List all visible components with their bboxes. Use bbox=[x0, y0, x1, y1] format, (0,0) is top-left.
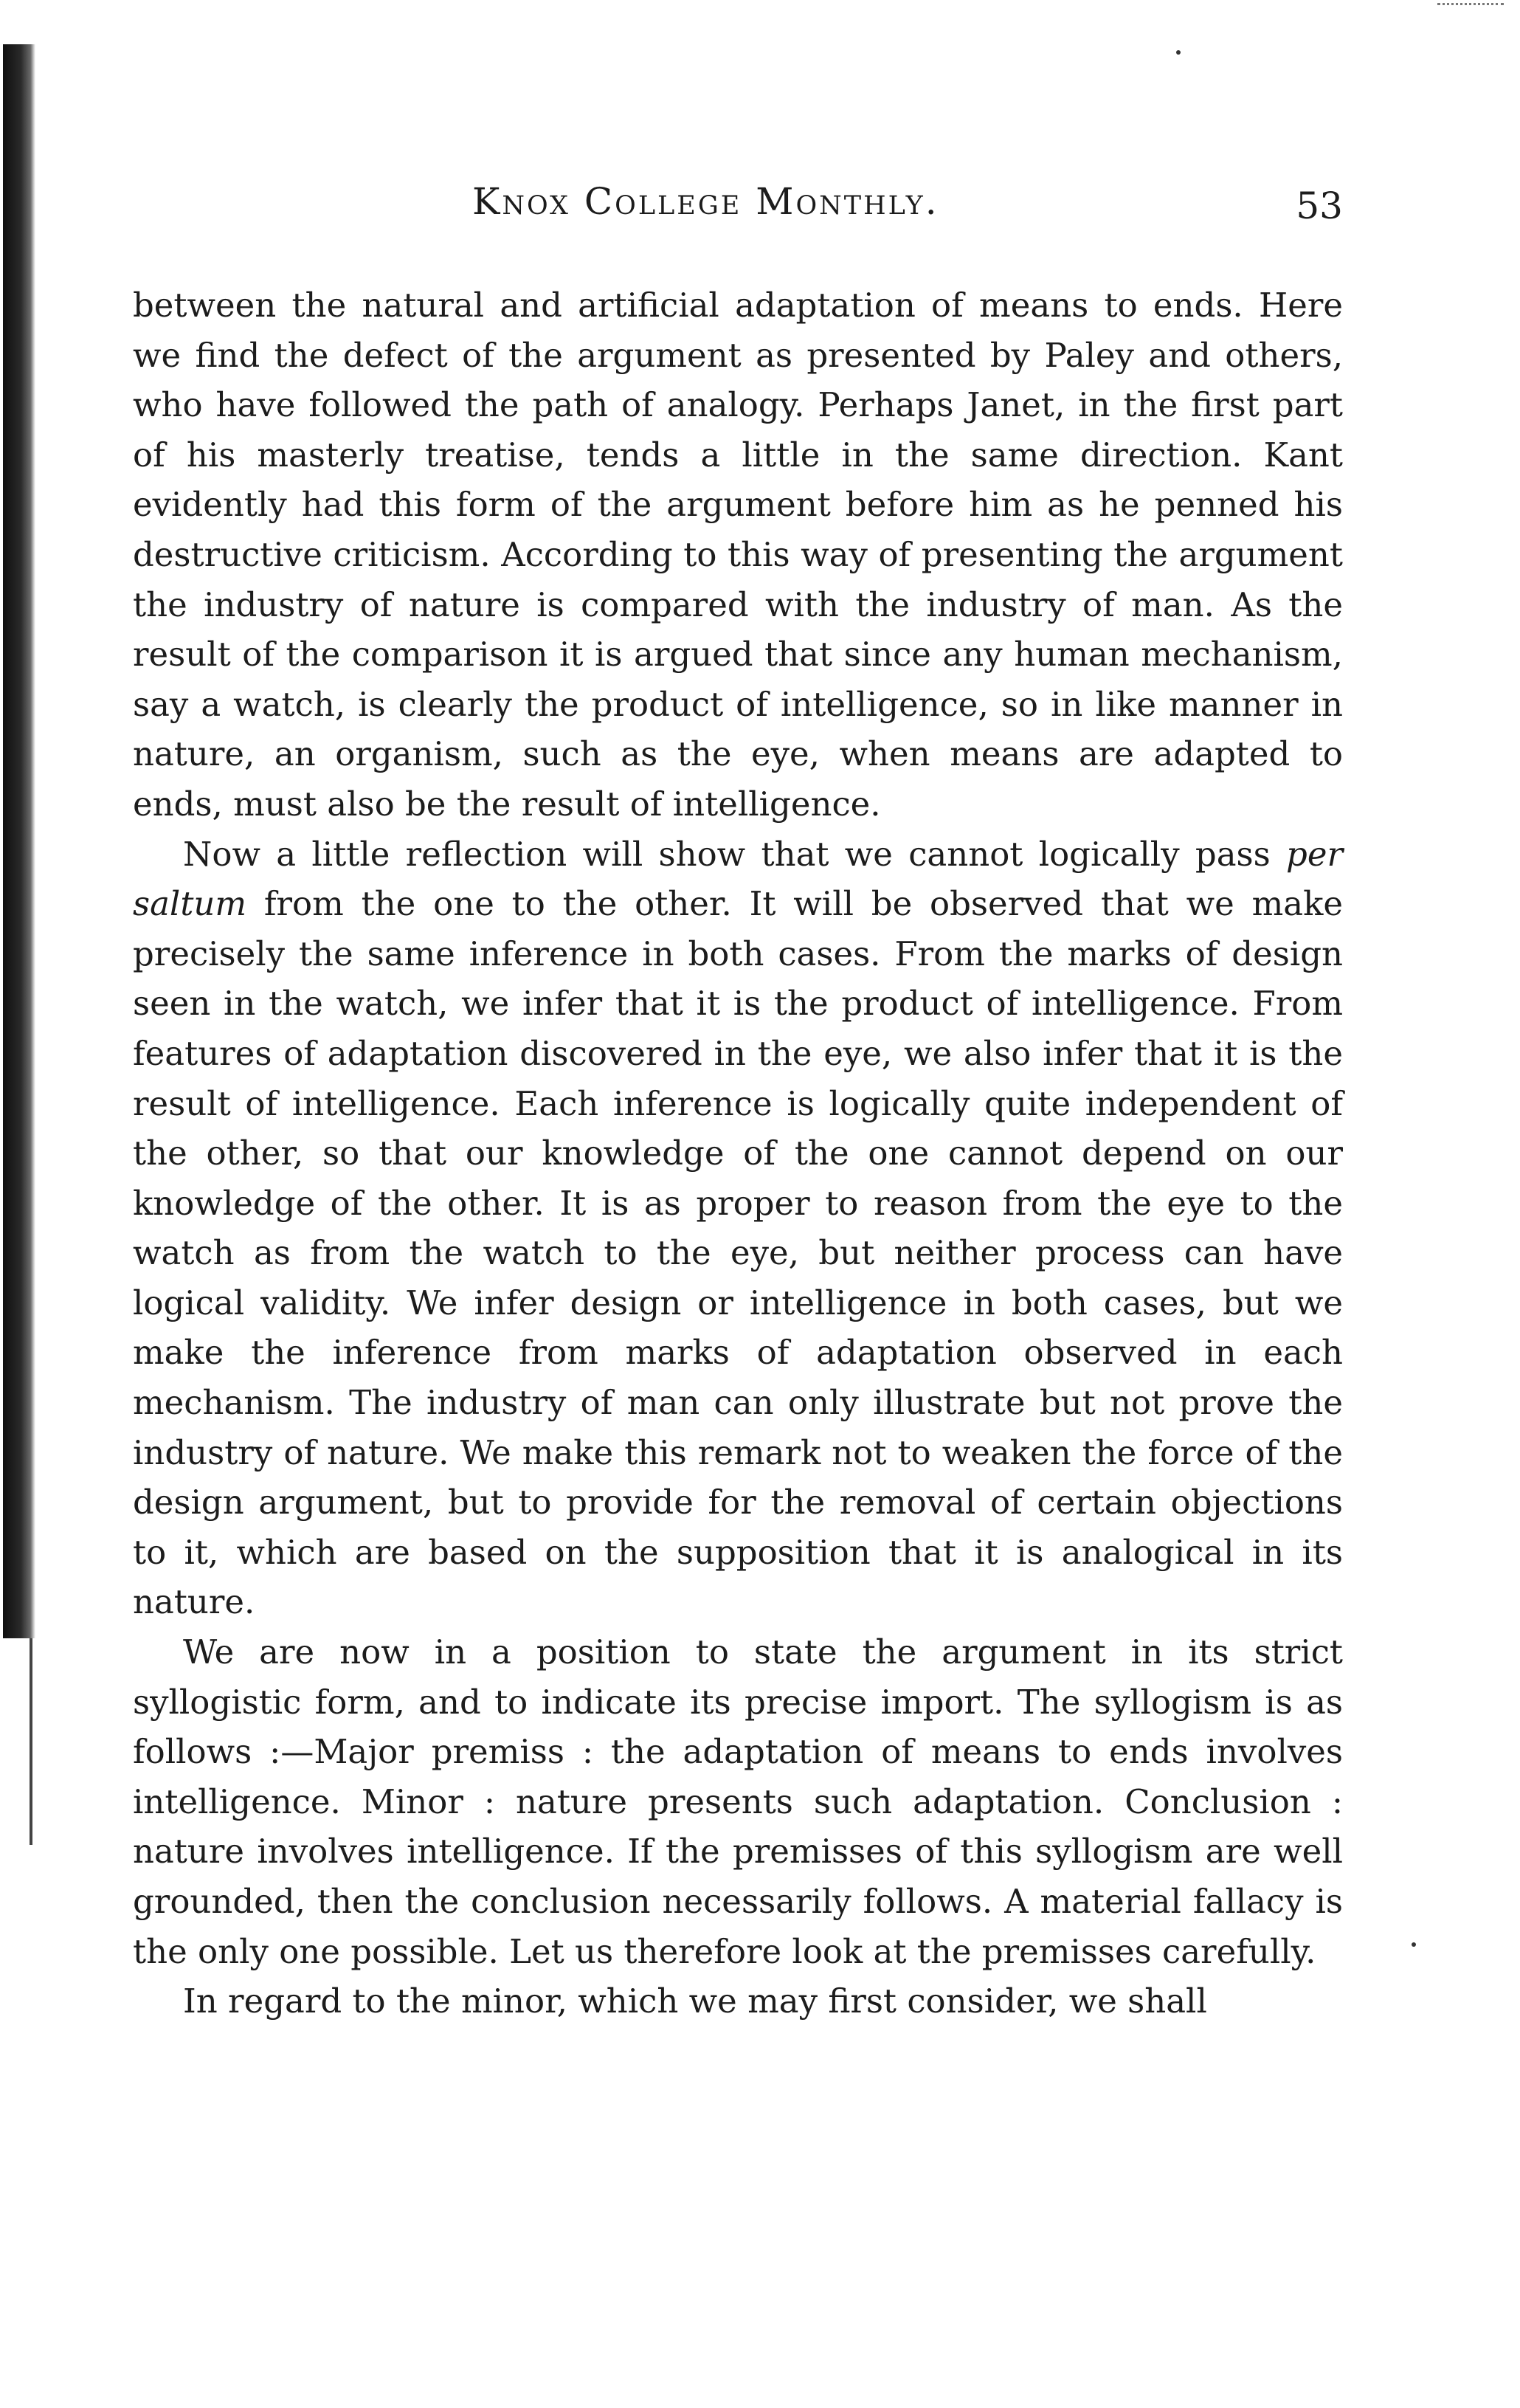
running-head bbox=[133, 180, 1343, 239]
paragraph: We are now in a position to state the argument in its strict syllogistic form, and to indicate its precise import. The syllogism is as follows :—Major premiss : the adaptation of means to ends involves intelligence. Minor : nature presents such adaptation. Conclusion : nature involves intelligence. If the premisses of this syllogism are well grounded, then the conclusion necessarily follows. A material fallacy is the only one possible. Let us therefore look at the premisses carefully. bbox=[133, 1632, 1343, 1971]
binding-edge-shadow bbox=[3, 44, 35, 1638]
paragraph-continuation: from the one to the other. It will be observed that we make precisely the same inference in both cases. From the marks of design seen in the watch, we infer that it is the product of intelligence. From features of adaptation discovered in the eye, we also infer that it is the result of intelligence. Each inference is logically quite independent of the other, so that our knowledge of the one cannot depend on our knowledge of the other. It is as proper to reason from the eye to the watch as from the watch to the eye, but neither process can have logical validity. We infer design or intelligence in both cases, but we make the inference from marks of adaptation observed in each mechanism. The industry of man can only illustrate but not prove the industry of nature. We make this remark not to weaken the force of the design argument, but to provide for the removal of certain objections to it, which are based on the supposition that it is analogical in its nature. bbox=[133, 884, 1343, 1622]
binding-edge-tail bbox=[30, 1638, 32, 1845]
journal-title: Knox College Monthly. bbox=[472, 180, 939, 223]
paragraph: In regard to the minor, which we may first consider, we shall bbox=[183, 1981, 1207, 2021]
latin-phrase: per saltum bbox=[133, 834, 1343, 924]
paragraph: between the natural and artificial adaptation of means to ends. Here we find the defect of the argument as presented by Paley and others, who have followed the path of analogy. Perhaps Janet, in the first part of his masterly treatise, tends a little in the same direction. Kant evidently had this form of the argument before him as he penned his destructive criticism. According to this way of presenting the argument the industry of nature is compared with the industry of man. As the result of the comparison it is argued that since any human mechanism, say a watch, is clearly the product of intelligence, so in like manner in nature, an organism, such as the eye, when means are adapted to ends, must also be the result of intelligence. bbox=[133, 286, 1343, 824]
page-number: 53 bbox=[1296, 184, 1343, 227]
paragraph-lead: Now a little reflection will show that we cannot logically pass bbox=[183, 834, 1271, 874]
scan-speck bbox=[1176, 50, 1181, 55]
body-text bbox=[133, 280, 1343, 2026]
scan-corner-mark bbox=[1437, 3, 1504, 7]
scan-speck bbox=[1412, 1942, 1416, 1947]
paragraph bbox=[133, 829, 1343, 1628]
